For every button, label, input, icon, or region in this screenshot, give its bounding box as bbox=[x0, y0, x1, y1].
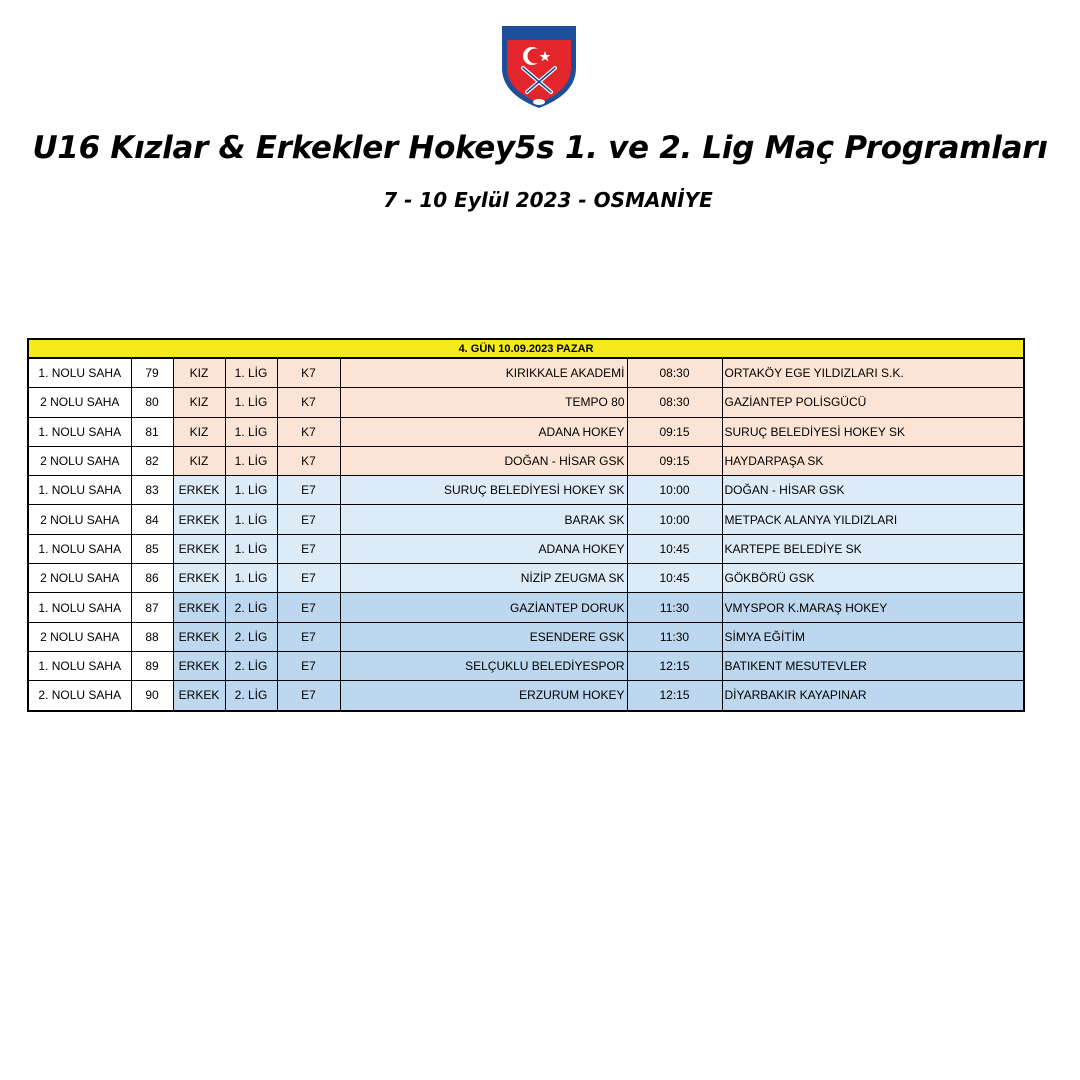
away-team-cell: GAZİANTEP POLİSGÜCÜ bbox=[722, 388, 1024, 417]
home-team-cell: ESENDERE GSK bbox=[340, 622, 627, 651]
time-cell: 10:45 bbox=[627, 564, 722, 593]
day-header-row bbox=[28, 339, 1024, 358]
league-cell: 1. LİG bbox=[225, 564, 277, 593]
field-cell: 2. NOLU SAHA bbox=[28, 681, 131, 711]
time-cell: 10:45 bbox=[627, 534, 722, 563]
time-cell: 09:15 bbox=[627, 417, 722, 446]
match-number-cell: 82 bbox=[131, 446, 173, 475]
league-cell: 1. LİG bbox=[225, 417, 277, 446]
group-cell: K7 bbox=[277, 358, 340, 388]
away-team-cell: GÖKBÖRÜ GSK bbox=[722, 564, 1024, 593]
table-row bbox=[28, 417, 1024, 446]
table-row bbox=[28, 358, 1024, 388]
home-team-cell: KIRIKKALE AKADEMİ bbox=[340, 358, 627, 388]
away-team-cell: METPACK ALANYA YILDIZLARI bbox=[722, 505, 1024, 534]
time-cell: 12:15 bbox=[627, 651, 722, 680]
table-row bbox=[28, 534, 1024, 563]
league-cell: 2. LİG bbox=[225, 681, 277, 711]
match-schedule-table bbox=[27, 338, 1025, 712]
match-number-cell: 89 bbox=[131, 651, 173, 680]
table-row bbox=[28, 564, 1024, 593]
group-cell: E7 bbox=[277, 622, 340, 651]
match-number-cell: 87 bbox=[131, 593, 173, 622]
group-cell: E7 bbox=[277, 681, 340, 711]
away-team-cell: SURUÇ BELEDİYESİ HOKEY SK bbox=[722, 417, 1024, 446]
away-team-cell: KARTEPE BELEDİYE SK bbox=[722, 534, 1024, 563]
time-cell: 08:30 bbox=[627, 388, 722, 417]
home-team-cell: ADANA HOKEY bbox=[340, 417, 627, 446]
field-cell: 1. NOLU SAHA bbox=[28, 476, 131, 505]
table-row bbox=[28, 651, 1024, 680]
league-cell: 1. LİG bbox=[225, 505, 277, 534]
group-cell: E7 bbox=[277, 651, 340, 680]
match-number-cell: 85 bbox=[131, 534, 173, 563]
field-cell: 1. NOLU SAHA bbox=[28, 593, 131, 622]
group-cell: E7 bbox=[277, 564, 340, 593]
table-row bbox=[28, 622, 1024, 651]
league-cell: 2. LİG bbox=[225, 593, 277, 622]
match-number-cell: 88 bbox=[131, 622, 173, 651]
match-number-cell: 86 bbox=[131, 564, 173, 593]
day-label: 4. GÜN 10.09.2023 PAZAR bbox=[28, 339, 1024, 358]
table-row bbox=[28, 476, 1024, 505]
league-cell: 2. LİG bbox=[225, 651, 277, 680]
league-cell: 2. LİG bbox=[225, 622, 277, 651]
home-team-cell: BARAK SK bbox=[340, 505, 627, 534]
page-subtitle: 7 - 10 Eylül 2023 - OSMANİYE bbox=[383, 188, 713, 212]
group-cell: E7 bbox=[277, 476, 340, 505]
league-cell: 1. LİG bbox=[225, 476, 277, 505]
field-cell: 1. NOLU SAHA bbox=[28, 417, 131, 446]
home-team-cell: DOĞAN - HİSAR GSK bbox=[340, 446, 627, 475]
category-cell: ERKEK bbox=[173, 622, 225, 651]
match-number-cell: 80 bbox=[131, 388, 173, 417]
field-cell: 1. NOLU SAHA bbox=[28, 358, 131, 388]
table-row bbox=[28, 388, 1024, 417]
group-cell: K7 bbox=[277, 417, 340, 446]
match-number-cell: 84 bbox=[131, 505, 173, 534]
time-cell: 10:00 bbox=[627, 476, 722, 505]
league-cell: 1. LİG bbox=[225, 358, 277, 388]
federation-logo-icon bbox=[499, 22, 579, 110]
home-team-cell: ERZURUM HOKEY bbox=[340, 681, 627, 711]
category-cell: ERKEK bbox=[173, 593, 225, 622]
away-team-cell: DOĞAN - HİSAR GSK bbox=[722, 476, 1024, 505]
match-number-cell: 83 bbox=[131, 476, 173, 505]
time-cell: 08:30 bbox=[627, 358, 722, 388]
away-team-cell: BATIKENT MESUTEVLER bbox=[722, 651, 1024, 680]
field-cell: 2 NOLU SAHA bbox=[28, 446, 131, 475]
time-cell: 09:15 bbox=[627, 446, 722, 475]
field-cell: 1. NOLU SAHA bbox=[28, 534, 131, 563]
league-cell: 1. LİG bbox=[225, 388, 277, 417]
away-team-cell: HAYDARPAŞA SK bbox=[722, 446, 1024, 475]
category-cell: KIZ bbox=[173, 358, 225, 388]
home-team-cell: TEMPO 80 bbox=[340, 388, 627, 417]
category-cell: ERKEK bbox=[173, 564, 225, 593]
time-cell: 11:30 bbox=[627, 622, 722, 651]
group-cell: E7 bbox=[277, 505, 340, 534]
table-row bbox=[28, 681, 1024, 711]
category-cell: KIZ bbox=[173, 446, 225, 475]
field-cell: 2 NOLU SAHA bbox=[28, 564, 131, 593]
league-cell: 1. LİG bbox=[225, 534, 277, 563]
away-team-cell: ORTAKÖY EGE YILDIZLARI S.K. bbox=[722, 358, 1024, 388]
home-team-cell: GAZİANTEP DORUK bbox=[340, 593, 627, 622]
page-title: U16 Kızlar & Erkekler Hokey5s 1. ve 2. Lig Maç Programları bbox=[32, 130, 1048, 166]
home-team-cell: ADANA HOKEY bbox=[340, 534, 627, 563]
home-team-cell: SURUÇ BELEDİYESİ HOKEY SK bbox=[340, 476, 627, 505]
table-row bbox=[28, 505, 1024, 534]
category-cell: KIZ bbox=[173, 417, 225, 446]
field-cell: 1. NOLU SAHA bbox=[28, 651, 131, 680]
group-cell: K7 bbox=[277, 388, 340, 417]
league-cell: 1. LİG bbox=[225, 446, 277, 475]
category-cell: ERKEK bbox=[173, 476, 225, 505]
field-cell: 2 NOLU SAHA bbox=[28, 388, 131, 417]
time-cell: 11:30 bbox=[627, 593, 722, 622]
group-cell: E7 bbox=[277, 593, 340, 622]
category-cell: ERKEK bbox=[173, 681, 225, 711]
table-row bbox=[28, 446, 1024, 475]
table-row bbox=[28, 593, 1024, 622]
time-cell: 10:00 bbox=[627, 505, 722, 534]
group-cell: E7 bbox=[277, 534, 340, 563]
away-team-cell: DİYARBAKIR KAYAPINAR bbox=[722, 681, 1024, 711]
home-team-cell: SELÇUKLU BELEDİYESPOR bbox=[340, 651, 627, 680]
field-cell: 2 NOLU SAHA bbox=[28, 622, 131, 651]
category-cell: ERKEK bbox=[173, 505, 225, 534]
time-cell: 12:15 bbox=[627, 681, 722, 711]
match-number-cell: 90 bbox=[131, 681, 173, 711]
match-number-cell: 79 bbox=[131, 358, 173, 388]
category-cell: KIZ bbox=[173, 388, 225, 417]
field-cell: 2 NOLU SAHA bbox=[28, 505, 131, 534]
category-cell: ERKEK bbox=[173, 534, 225, 563]
category-cell: ERKEK bbox=[173, 651, 225, 680]
away-team-cell: SİMYA EĞİTİM bbox=[722, 622, 1024, 651]
group-cell: K7 bbox=[277, 446, 340, 475]
match-number-cell: 81 bbox=[131, 417, 173, 446]
home-team-cell: NİZİP ZEUGMA SK bbox=[340, 564, 627, 593]
away-team-cell: VMYSPOR K.MARAŞ HOKEY bbox=[722, 593, 1024, 622]
